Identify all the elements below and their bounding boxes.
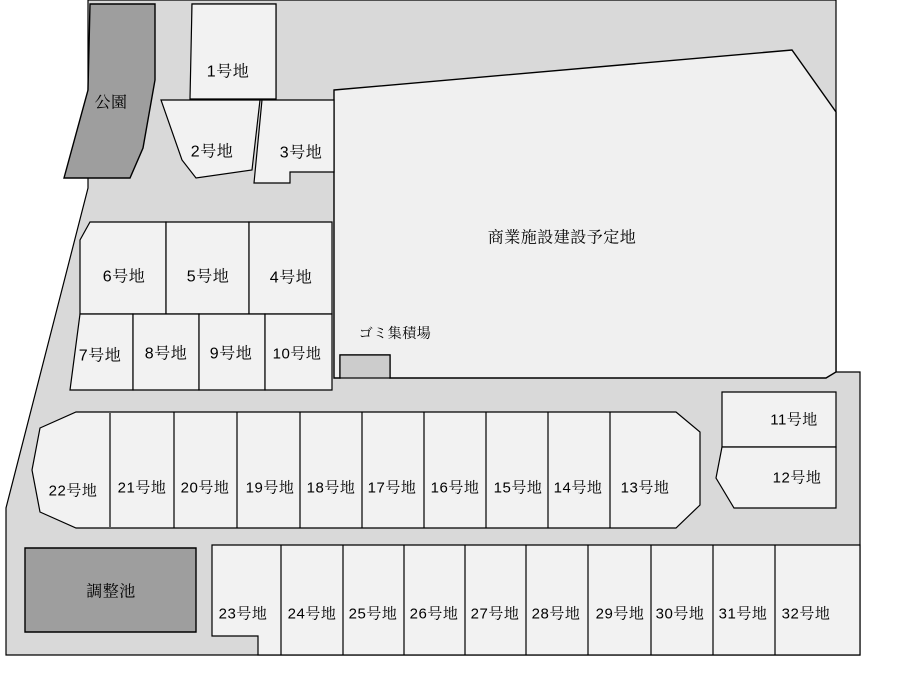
commercial-area <box>334 50 836 378</box>
lot-shapes-row7 <box>70 314 332 390</box>
lot-label-12: 12号地 <box>772 469 822 487</box>
lot-label-6: 6号地 <box>102 268 146 286</box>
lot-label-1: 1号地 <box>206 63 250 81</box>
area-label-commercial: 商業施設建設予定地 <box>487 229 637 247</box>
lot-label-21: 21号地 <box>117 479 167 497</box>
park-area <box>64 4 155 178</box>
area-label-pond: 調整池 <box>86 583 136 601</box>
lot-label-14: 14号地 <box>553 479 603 497</box>
lot-label-10: 10号地 <box>272 345 322 363</box>
lot-shapes-right <box>716 392 836 508</box>
lot-label-11: 11号地 <box>770 411 818 429</box>
lot-label-25: 25号地 <box>348 605 398 623</box>
lot-label-31: 31号地 <box>718 605 768 623</box>
lot-label-22: 22号地 <box>48 482 98 500</box>
lot-label-16: 16号地 <box>430 479 480 497</box>
lot-label-20: 20号地 <box>180 479 230 497</box>
lot-label-17: 17号地 <box>367 479 417 497</box>
lot-label-15: 15号地 <box>493 479 543 497</box>
lot-label-2: 2号地 <box>190 143 234 161</box>
lot-label-7: 7号地 <box>78 347 122 365</box>
lot-label-5: 5号地 <box>186 268 230 286</box>
retention-pond-area <box>25 548 196 632</box>
lot-label-27: 27号地 <box>470 605 520 623</box>
lot-label-8: 8号地 <box>144 345 188 363</box>
lot-shapes-row6 <box>80 222 332 314</box>
lot-label-19: 19号地 <box>245 479 295 497</box>
lot-shapes-row13-22 <box>32 412 700 528</box>
lot-label-29: 29号地 <box>595 605 645 623</box>
lot-shapes-row23-32 <box>212 545 860 655</box>
trash-collection-area <box>340 355 390 378</box>
lot-label-30: 30号地 <box>655 605 705 623</box>
lot-label-28: 28号地 <box>531 605 581 623</box>
lot-label-18: 18号地 <box>306 479 356 497</box>
lot-label-9: 9号地 <box>209 345 253 363</box>
lot-label-13: 13号地 <box>620 479 670 497</box>
lot-label-3: 3号地 <box>279 144 323 162</box>
lot-label-23: 23号地 <box>218 605 268 623</box>
lot-label-26: 26号地 <box>409 605 459 623</box>
lot-label-32: 32号地 <box>781 605 831 623</box>
area-label-park: 公園 <box>94 94 128 112</box>
lot-label-4: 4号地 <box>269 269 313 287</box>
area-label-trash: ゴミ集積場 <box>358 325 432 341</box>
lot-label-24: 24号地 <box>287 605 337 623</box>
